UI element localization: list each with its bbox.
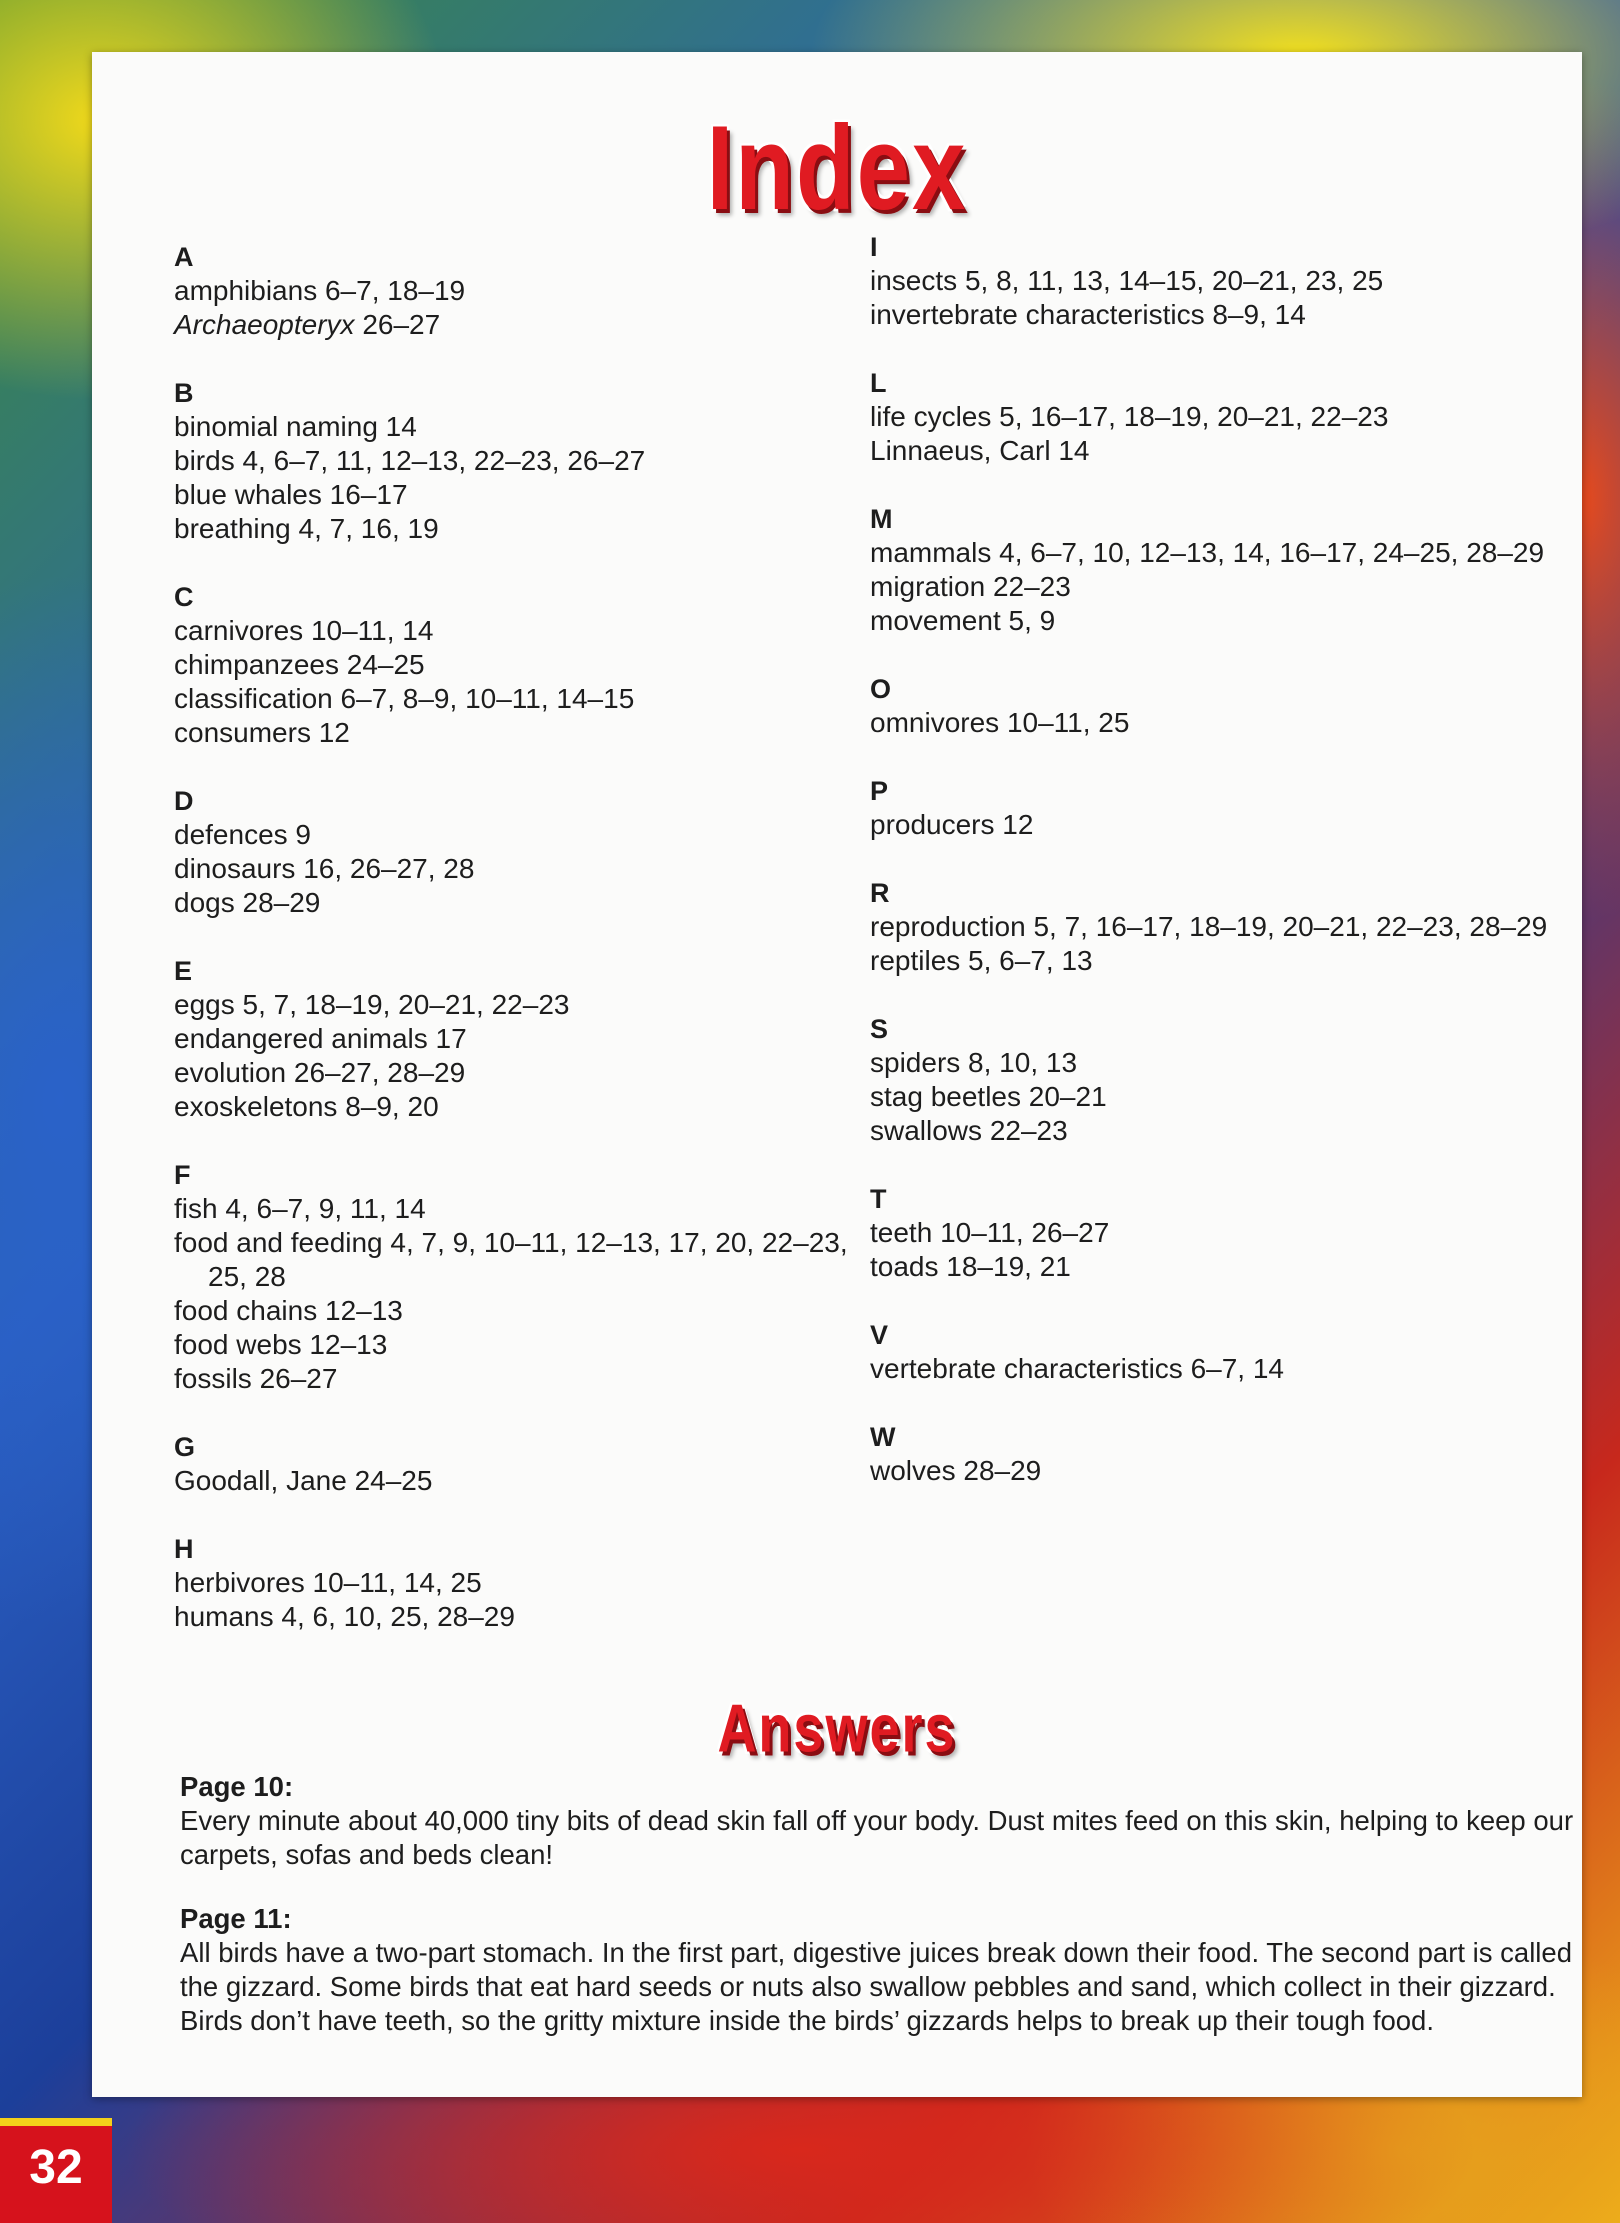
index-entry [870,434,1580,468]
index-group-h [174,1532,874,1634]
index-entry [870,1080,1580,1114]
index-group-g [174,1430,874,1498]
index-entry [174,988,874,1022]
index-pages: 6–7, 14 [1190,1353,1284,1384]
index-pages: 28–29 [242,887,321,918]
index-pages: 26–27, 28–29 [293,1057,466,1088]
index-entry [870,1114,1580,1148]
index-pages: 8–9, 20 [345,1091,439,1122]
index-entry [174,444,874,478]
answer-item [180,1770,1580,1872]
index-entry [174,1566,874,1600]
answer-text: All birds have a two-part stomach. In the first part, digestive juices break down their food. The second part is called the gizzard. Some birds that eat hard seeds or nuts also swallow pebbles and sand, which collect in their gizzard. Birds don’t have teeth, so the gritty mixture inside the birds’ gizzards helps to break up their tough food. [180,1937,1572,2036]
index-entry [870,264,1580,298]
index-term: omnivores [870,707,1000,738]
index-term: fossils [174,1363,252,1394]
index-term: endangered animals [174,1023,428,1054]
index-pages: 10–11, 14 [310,615,434,646]
index-pages: 22–23 [989,1115,1068,1146]
index-term: wolves [870,1455,956,1486]
index-term: producers [870,809,995,840]
index-pages: 4, 6, 10, 25, 28–29 [281,1601,515,1632]
index-term: Linnaeus, Carl [870,435,1051,466]
index-entry [174,1056,874,1090]
index-group-a [174,240,874,342]
index-entry [870,1216,1580,1250]
index-entry [870,536,1580,570]
index-pages: 12 [1002,809,1034,840]
index-group-b [174,376,874,546]
index-entry [174,886,874,920]
answers-section [180,1770,1580,2068]
index-entry [174,274,874,308]
index-title: Index [706,101,968,236]
index-group-s [870,1012,1580,1148]
index-term: insects [870,265,958,296]
index-group-p [870,774,1580,842]
index-pages: 4, 6–7, 10, 12–13, 14, 16–17, 24–25, 28–29 [999,537,1545,568]
index-pages: 14 [385,411,417,442]
index-term: life cycles [870,401,992,432]
index-term: herbivores [174,1567,305,1598]
index-group-e [174,954,874,1124]
index-letter: D [174,786,194,816]
index-pages: 28–29 [963,1455,1042,1486]
index-entry [174,1294,874,1328]
index-entry [174,478,874,512]
index-page-panel [92,52,1582,2097]
index-term: food chains [174,1295,318,1326]
index-term: birds [174,445,235,476]
index-group-r [870,876,1580,978]
index-entry [174,1464,874,1498]
index-entry [174,1328,874,1362]
index-term: dogs [174,887,235,918]
index-term: Archaeopteryx [174,309,355,340]
index-entry [870,706,1580,740]
index-term: swallows [870,1115,983,1146]
index-term: mammals [870,537,992,568]
index-pages: 4, 7, 9, 10–11, 12–13, 17, 20, 22–23, 25, 28 [208,1227,848,1292]
index-term: defences [174,819,288,850]
index-term: eggs [174,989,235,1020]
index-term: blue whales [174,479,322,510]
index-entry [174,1600,874,1634]
index-term: toads [870,1251,939,1282]
index-entry [870,1046,1580,1080]
index-letter: P [870,776,889,806]
index-pages: 5, 7, 16–17, 18–19, 20–21, 22–23, 28–29 [1033,911,1548,942]
index-letter: E [174,956,193,986]
index-letter: I [870,232,878,262]
index-pages: 18–19, 21 [946,1251,1071,1282]
index-entry [870,910,1580,944]
index-pages: 10–11, 14, 25 [312,1567,482,1598]
index-pages: 5, 6–7, 13 [968,945,1093,976]
index-letter: L [870,368,887,398]
index-entry [174,716,874,750]
page-number: 32 [29,2141,83,2194]
index-column-right [870,230,1580,1522]
index-term: chimpanzees [174,649,339,680]
index-pages: 24–25 [354,1465,433,1496]
index-entry [174,1192,874,1226]
index-pages: 22–23 [992,571,1071,602]
index-pages: 10–11, 25 [1006,707,1130,738]
index-entry [174,818,874,852]
index-entry [870,298,1580,332]
index-term: carnivores [174,615,304,646]
index-entry [870,570,1580,604]
index-entry [174,1362,874,1396]
answer-text: Every minute about 40,000 tiny bits of dead skin fall off your body. Dust mites feed on this skin, helping to keep our carpets, sofas and beds clean! [180,1805,1574,1870]
index-letter: R [870,878,890,908]
index-group-t [870,1182,1580,1284]
index-entry [870,944,1580,978]
index-letter: T [870,1184,887,1214]
index-entry [174,648,874,682]
index-term: food webs [174,1329,302,1360]
index-group-o [870,672,1580,740]
index-term: binomial naming [174,411,378,442]
index-term: classification [174,683,333,714]
index-term: consumers [174,717,311,748]
index-term: teeth [870,1217,933,1248]
index-letter: H [174,1534,194,1564]
index-term: food and feeding [174,1227,383,1258]
index-group-m [870,502,1580,638]
index-group-f [174,1158,874,1396]
index-entry [870,1352,1580,1386]
index-pages: 4, 6–7, 11, 12–13, 22–23, 26–27 [242,445,646,476]
index-letter: W [870,1422,896,1452]
index-term: Goodall, Jane [174,1465,347,1496]
index-entry [174,682,874,716]
index-term: evolution [174,1057,287,1088]
index-term: breathing [174,513,291,544]
index-letter: B [174,378,194,408]
index-group-l [870,366,1580,468]
index-column-left [174,240,874,1668]
index-pages: 5, 7, 18–19, 20–21, 22–23 [242,989,570,1020]
index-term: stag beetles [870,1081,1021,1112]
index-entry [870,604,1580,638]
index-pages: 8–9, 14 [1212,299,1306,330]
index-entry [174,1090,874,1124]
index-pages: 8, 10, 13 [968,1047,1078,1078]
index-pages: 9 [295,819,311,850]
index-group-i [870,230,1580,332]
index-entry [870,1454,1580,1488]
index-group-d [174,784,874,920]
index-entry [174,410,874,444]
index-term: reptiles [870,945,961,976]
index-term: exoskeletons [174,1091,338,1122]
index-term: dinosaurs [174,853,296,884]
answer-heading: Page 10: [180,1771,294,1802]
index-pages: 16, 26–27, 28 [303,853,475,884]
index-pages: 5, 9 [1008,605,1056,636]
answer-item [180,1902,1580,2038]
index-pages: 16–17 [329,479,408,510]
index-entry [174,1226,874,1294]
index-pages: 10–11, 26–27 [940,1217,1110,1248]
index-pages: 26–27 [362,309,441,340]
index-term: spiders [870,1047,961,1078]
index-pages: 5, 8, 11, 13, 14–15, 20–21, 23, 25 [964,265,1384,296]
index-letter: M [870,504,893,534]
index-term: reproduction [870,911,1026,942]
index-group-c [174,580,874,750]
index-pages: 12 [318,717,350,748]
answer-heading: Page 11: [180,1903,292,1934]
index-pages: 12–13 [325,1295,403,1326]
index-entry [174,1022,874,1056]
index-letter: A [174,242,194,272]
index-pages: 4, 7, 16, 19 [298,513,439,544]
index-term: fish [174,1193,218,1224]
index-term: amphibians [174,275,318,306]
index-group-w [870,1420,1580,1488]
index-entry [870,400,1580,434]
index-term: invertebrate characteristics [870,299,1205,330]
index-entry [870,808,1580,842]
index-pages: 20–21 [1028,1081,1107,1112]
index-entry [174,614,874,648]
answers-title: Answers [717,1691,957,1767]
index-pages: 17 [435,1023,467,1054]
index-term: vertebrate characteristics [870,1353,1183,1384]
index-entry [174,512,874,546]
index-entry [870,1250,1580,1284]
index-pages: 12–13 [309,1329,388,1360]
index-pages: 14 [1058,435,1090,466]
index-pages: 6–7, 8–9, 10–11, 14–15 [340,683,635,714]
index-entry [174,852,874,886]
index-pages: 26–27 [259,1363,338,1394]
index-term: migration [870,571,986,602]
index-letter: F [174,1160,191,1190]
index-pages: 5, 16–17, 18–19, 20–21, 22–23 [999,401,1389,432]
page-tab-stripe [0,2118,112,2126]
index-letter: C [174,582,194,612]
index-letter: S [870,1014,889,1044]
index-group-v [870,1318,1580,1386]
index-term: movement [870,605,1001,636]
index-letter: O [870,674,892,704]
index-entry [174,308,874,342]
index-letter: G [174,1432,196,1462]
index-pages: 6–7, 18–19 [324,275,466,306]
index-pages: 4, 6–7, 9, 11, 14 [225,1193,426,1224]
index-letter: V [870,1320,889,1350]
index-pages: 24–25 [346,649,425,680]
index-term: humans [174,1601,274,1632]
